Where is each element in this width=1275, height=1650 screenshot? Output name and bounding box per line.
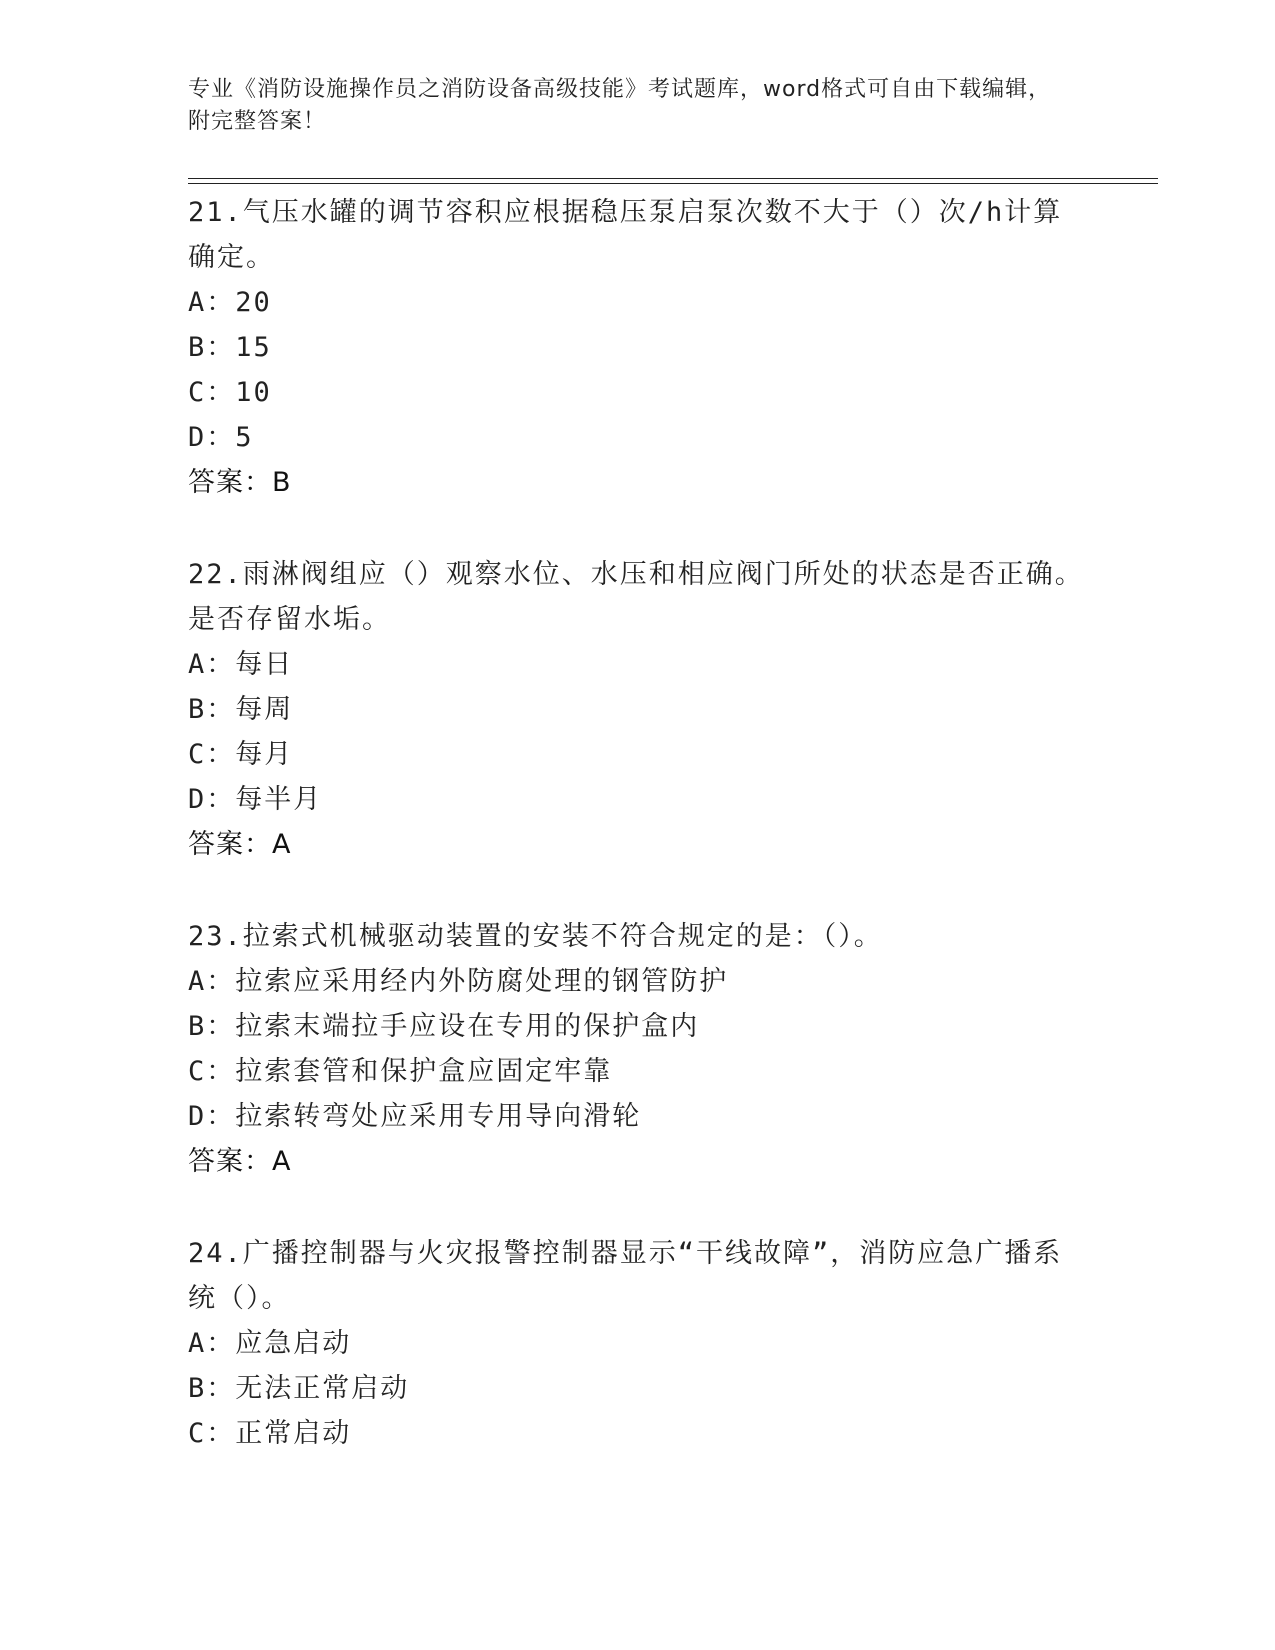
option-c: C：拉索套管和保护盒应固定牢靠: [188, 1056, 613, 1087]
question-stem: 22.雨淋阀组应（）观察水位、水压和相应阀门所处的状态是否正确。是否存留水垢。: [188, 559, 1084, 635]
option-d: D：每半月: [188, 784, 323, 815]
option-d: D：5: [188, 422, 254, 453]
option-b: B：15: [188, 332, 272, 363]
question-22: [188, 552, 1088, 867]
option-d: D：拉索转弯处应采用专用导向滑轮: [188, 1101, 642, 1132]
question-23: [188, 914, 1088, 1184]
option-a: A：拉索应采用经内外防腐处理的钢管防护: [188, 966, 729, 997]
option-c: C：10: [188, 377, 272, 408]
question-list: [188, 190, 1088, 1503]
answer-label: 答案：A: [188, 829, 292, 860]
header-divider-line-2: [188, 183, 1158, 184]
option-b: B：拉索末端拉手应设在专用的保护盒内: [188, 1011, 700, 1042]
option-a: A：20: [188, 287, 272, 318]
option-c: C：每月: [188, 739, 294, 770]
option-a: A：应急启动: [188, 1328, 352, 1359]
question-21: [188, 190, 1088, 505]
answer-label: 答案：B: [188, 467, 292, 498]
document-header: 专业《消防设施操作员之消防设备高级技能》考试题库，word格式可自由下载编辑，附完整答案！: [188, 77, 1052, 134]
option-b: B：无法正常启动: [188, 1373, 410, 1404]
question-stem: 24.广播控制器与火灾报警控制器显示“干线故障”，消防应急广播系统（）。: [188, 1238, 1063, 1314]
question-stem: 21.气压水罐的调节容积应根据稳压泵启泵次数不大于（）次/h计算确定。: [188, 197, 1063, 273]
question-24: [188, 1231, 1088, 1456]
option-c: C：正常启动: [188, 1418, 352, 1449]
answer-label: 答案：A: [188, 1146, 292, 1177]
option-a: A：每日: [188, 649, 294, 680]
header-divider-line: [188, 178, 1158, 179]
option-b: B：每周: [188, 694, 294, 725]
question-stem: 23.拉索式机械驱动装置的安装不符合规定的是：（）。: [188, 921, 883, 952]
